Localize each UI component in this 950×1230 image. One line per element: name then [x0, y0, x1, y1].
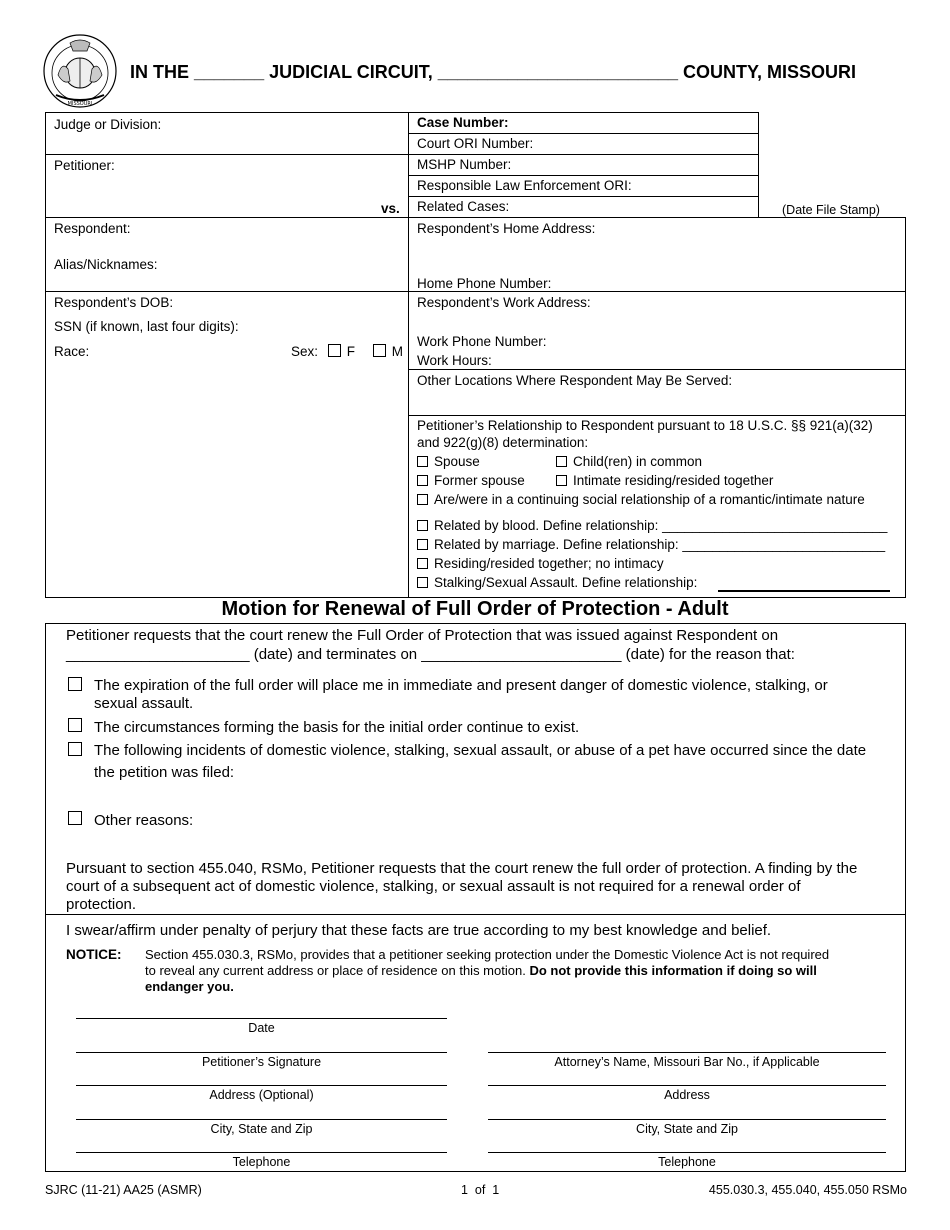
swear-text: I swear/affirm under penalty of perjury that these facts are true according to my best knowledge and belief.	[66, 922, 772, 939]
home-address-label: Respondent’s Home Address:	[417, 221, 596, 236]
city-state-zip-right-line[interactable]	[488, 1119, 886, 1120]
rel-spouse-label: Spouse	[434, 454, 480, 469]
pursuant-2: court of a subsequent act of domestic violence, stalking, or sexual assault is not required for a renewal order of	[66, 878, 801, 895]
reason-2: The circumstances forming the basis for the initial order continue to exist.	[94, 719, 580, 736]
rel-blood-checkbox[interactable]	[417, 520, 428, 531]
notice-2b: Do not provide this information if doing so will	[529, 963, 817, 978]
address-optional-label: Address (Optional)	[209, 1088, 314, 1102]
ssn-label: SSN (if known, last four digits):	[54, 319, 239, 334]
rel-marriage-checkbox[interactable]	[417, 539, 428, 550]
svg-text:MISSOURI: MISSOURI	[67, 101, 93, 107]
telephone-right-line[interactable]	[488, 1152, 886, 1153]
notice-2	[145, 963, 817, 978]
court-ori-label: Court ORI Number:	[417, 136, 534, 151]
rel-stalking-label: Stalking/Sexual Assault. Define relationship:	[434, 575, 698, 590]
mshp-label: MSHP Number:	[417, 157, 512, 172]
date-line[interactable]	[76, 1018, 447, 1019]
pursuant-1: Pursuant to section 455.040, RSMo, Petitioner requests that the court renew the full order of protection. A finding by the	[66, 860, 858, 877]
petitioner-signature-line[interactable]	[76, 1052, 447, 1053]
reason-2-checkbox[interactable]	[68, 718, 82, 732]
relationship-intro-2: and 922(g)(8) determination:	[417, 435, 589, 450]
sex-field	[291, 344, 403, 359]
footer-statutes: 455.030.3, 455.040, 455.050 RSMo	[708, 1183, 907, 1197]
rel-children-label: Child(ren) in common	[573, 454, 703, 469]
notice-3: endanger you.	[145, 979, 234, 994]
related-cases-label: Related Cases:	[417, 199, 510, 214]
rel-intimate	[556, 473, 773, 488]
missouri-seal-icon	[42, 33, 118, 109]
rel-former-spouse-checkbox[interactable]	[417, 475, 428, 486]
other-locations-label: Other Locations Where Respondent May Be Served:	[417, 373, 733, 388]
respondent-details-cell	[45, 291, 409, 598]
work-hours-label: Work Hours:	[417, 353, 492, 368]
rel-former-spouse	[417, 473, 525, 488]
work-phone-label: Work Phone Number:	[417, 334, 547, 349]
rel-blood	[417, 518, 887, 533]
rel-stalking	[417, 575, 697, 590]
work-address-label: Respondent’s Work Address:	[417, 295, 591, 310]
address-right-label: Address	[664, 1088, 710, 1102]
sex-f-checkbox[interactable]	[328, 344, 341, 357]
petitioner-label: Petitioner:	[54, 158, 115, 173]
rel-stalking-line	[718, 590, 890, 592]
notice-2a: to reveal any current address or place of residence on this motion.	[145, 963, 530, 978]
address-right-line[interactable]	[488, 1085, 886, 1086]
attorney-label: Attorney’s Name, Missouri Bar No., if Applicable	[554, 1055, 820, 1069]
vs-label: vs.	[381, 201, 400, 216]
rel-spouse-checkbox[interactable]	[417, 456, 428, 467]
reason-4-checkbox[interactable]	[68, 811, 82, 825]
footer-form-id: SJRC (11-21) AA25 (ASMR)	[45, 1183, 202, 1197]
rel-romantic-checkbox[interactable]	[417, 494, 428, 505]
rel-blood-label: Related by blood. Define relationship: ______________________________	[434, 518, 888, 533]
reason-3a: The following incidents of domestic violence, stalking, sexual assault, or abuse of a pet have occurred since the date	[94, 742, 867, 759]
rel-spouse	[417, 454, 480, 469]
rel-romantic-label: Are/were in a continuing social relationship of a romantic/intimate nature	[434, 492, 865, 507]
reason-1a: The expiration of the full order will place me in immediate and present danger of domestic violence, stalking, or	[94, 677, 828, 694]
rel-children-checkbox[interactable]	[556, 456, 567, 467]
court-header: IN THE _______ JUDICIAL CIRCUIT, ________________________ COUNTY, MISSOURI	[130, 62, 857, 82]
pursuant-3: protection.	[66, 896, 137, 913]
rel-intimate-label: Intimate residing/resided together	[573, 473, 774, 488]
rel-residing-checkbox[interactable]	[417, 558, 428, 569]
city-state-zip-right-label: City, State and Zip	[636, 1122, 738, 1136]
reason-1-checkbox[interactable]	[68, 677, 82, 691]
sex-m-checkbox[interactable]	[373, 344, 386, 357]
page-title: Motion for Renewal of Full Order of Protection - Adult	[221, 598, 729, 620]
telephone-left-label: Telephone	[232, 1155, 291, 1169]
notice-1: Section 455.030.3, RSMo, provides that a petitioner seeking protection under the Domestic Violence Act is not required	[145, 947, 830, 962]
city-state-zip-left-line[interactable]	[76, 1119, 447, 1120]
race-label: Race:	[54, 344, 90, 359]
sex-f-label: F	[346, 344, 356, 359]
alias-label: Alias/Nicknames:	[54, 257, 158, 272]
motion-intro-1: Petitioner requests that the court renew the Full Order of Protection that was issued against Respondent on	[66, 627, 779, 644]
sex-m-label: M	[391, 344, 404, 359]
attorney-line[interactable]	[488, 1052, 886, 1053]
rel-children	[556, 454, 702, 469]
notice-label: NOTICE:	[66, 947, 122, 962]
judge-label: Judge or Division:	[54, 117, 162, 132]
date-stamp-label: (Date File Stamp)	[782, 203, 880, 217]
address-optional-line[interactable]	[76, 1085, 447, 1086]
petitioner-signature-label: Petitioner’s Signature	[201, 1055, 322, 1069]
city-state-zip-left-label: City, State and Zip	[210, 1122, 313, 1136]
reason-3b: the petition was filed:	[94, 764, 235, 781]
date-label: Date	[248, 1021, 275, 1035]
rel-marriage	[417, 537, 885, 552]
rel-former-spouse-label: Former spouse	[434, 473, 525, 488]
rel-intimate-checkbox[interactable]	[556, 475, 567, 486]
dob-label: Respondent’s DOB:	[54, 295, 174, 310]
motion-intro-2: ______________________ (date) and terminates on ________________________ (date) for the reason that:	[66, 646, 795, 663]
relationship-intro-1: Petitioner’s Relationship to Respondent pursuant to 18 U.S.C. §§ 921(a)(32)	[417, 418, 873, 433]
respondent-label: Respondent:	[54, 221, 131, 236]
reason-4: Other reasons:	[94, 812, 194, 829]
telephone-left-line[interactable]	[76, 1152, 447, 1153]
sex-label: Sex:	[291, 344, 319, 359]
rel-residing	[417, 556, 664, 571]
reason-3-checkbox[interactable]	[68, 742, 82, 756]
rel-residing-label: Residing/resided together; no intimacy	[434, 556, 664, 571]
rel-stalking-checkbox[interactable]	[417, 577, 428, 588]
reason-1b: sexual assault.	[94, 695, 194, 712]
case-number-label: Case Number:	[417, 115, 509, 130]
rel-romantic	[417, 492, 865, 507]
rle-ori-label: Responsible Law Enforcement ORI:	[417, 178, 632, 193]
rel-marriage-label: Related by marriage. Define relationship: ___________________________	[434, 537, 886, 552]
telephone-right-label: Telephone	[658, 1155, 716, 1169]
footer-page: 1 of 1	[461, 1183, 500, 1197]
home-phone-label: Home Phone Number:	[417, 276, 552, 291]
